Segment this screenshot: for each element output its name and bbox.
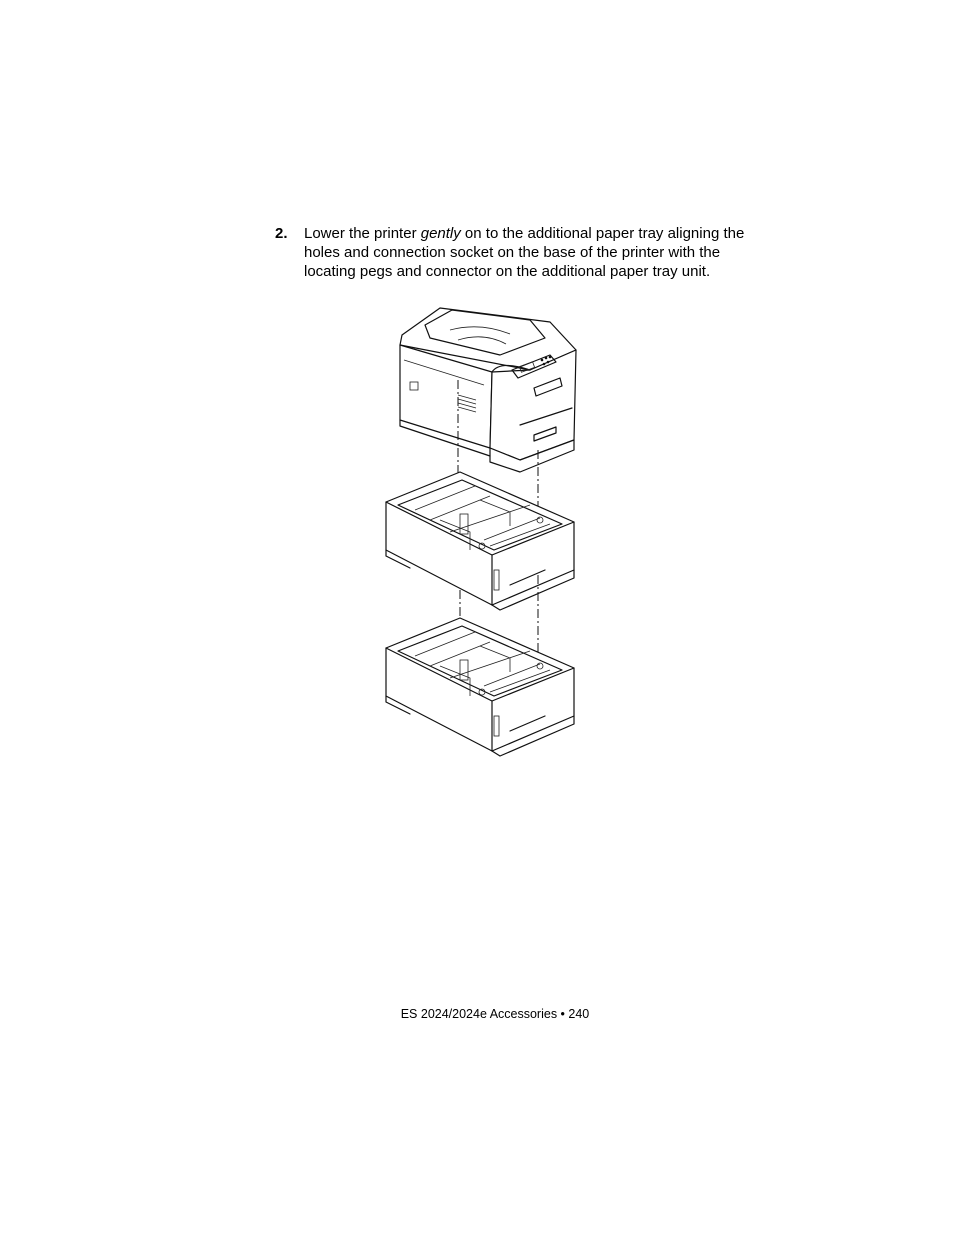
step-text-emphasis: gently	[420, 225, 461, 242]
step-text-start: Lower the printer	[304, 225, 421, 242]
step-text-end: on to the additional paper tray aligning the holes and connection socket on the base of the printer with the locating pegs and connector on the additional paper tray unit.	[304, 225, 745, 280]
page-footer: ES 2024/2024e Accessories • 240	[400, 1007, 590, 1021]
printer-drawing	[400, 308, 576, 472]
step-text	[304, 224, 745, 281]
step-number: 2.	[275, 225, 288, 242]
instruction-step	[275, 224, 745, 281]
printer-tray-illustration	[380, 300, 580, 760]
paper-tray-unit-lower	[386, 618, 574, 756]
paper-tray-unit-upper	[386, 472, 574, 610]
